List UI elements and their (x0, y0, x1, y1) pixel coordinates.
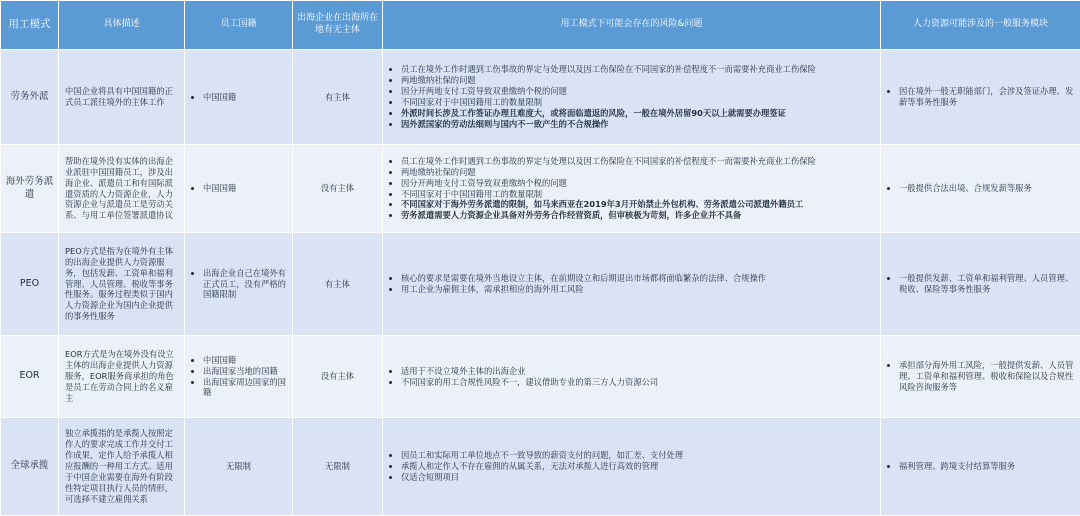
nationality-item: • 中国国籍 (203, 92, 288, 103)
nationality-item: • 中国国籍 (203, 355, 288, 366)
description-cell: EOR方式是为在境外没有设立主体的出海企业提供人力资源服务，EOR服务商承担的角色是员工在劳动合同上的名义雇主 (59, 336, 185, 418)
risk-item: • 适用于不设立境外主体的出海企业 (401, 366, 876, 377)
header-services: 人力资源可能涉及的一般服务模块 (881, 1, 1080, 50)
header-row (1, 1, 1080, 50)
risk-item: • 外派时间长涉及工作签证办理且难度大，或将面临遣返的风险，一般在境外居留90天以上就需要办理签证 (401, 108, 876, 119)
header-description: 具体描述 (59, 1, 185, 50)
risk-item: • 员工在境外工作时遇到工伤事故的界定与处理以及因工伤保险在不同国家的补偿程度不一而需要补充商业工伤保险 (401, 64, 876, 75)
risks-cell (383, 233, 881, 336)
services-cell (881, 336, 1080, 418)
risk-item: • 两地缴纳社保的问题 (401, 75, 876, 86)
risk-item: • 因分开两地支付工资导致双重缴纳个税的问题 (401, 86, 876, 97)
nationality-cell (185, 233, 293, 336)
nationality-item: • 出海国家当地的国籍 (203, 366, 288, 377)
description-cell: 独立承揽指的是承揽人按照定作人的要求完成工作并交付工作成果，定作人给予承揽人相应报酬的一种用工方式。适用于中国企业需要在海外有阶段性特定项目执行人员的情形，可选择不建立雇佣关系 (59, 418, 185, 516)
service-item: • 一般提供合法出境、合规发薪等服务 (899, 183, 1076, 194)
header-entity: 出海企业在出海所在地有无主体 (293, 1, 383, 50)
nationality-item: • 出海国家周边国家的国籍 (203, 377, 288, 399)
table-row (1, 418, 1080, 516)
risk-item: • 员工在境外工作时遇到工伤事故的界定与处理以及因工伤保险在不同国家的补偿程度不一而需要补充商业工伤保险 (401, 156, 876, 167)
services-cell (881, 145, 1080, 233)
service-item: • 福利管理、跨境支付结算等服务 (899, 461, 1076, 472)
risk-item: • 劳务派遣需要人力资源企业具备对外劳务合作经营资质，但审核极为苛刻，许多企业并不具备 (401, 210, 876, 221)
risk-item: • 因分开两地支付工资导致双重缴纳个税的问题 (401, 178, 876, 189)
services-cell (881, 418, 1080, 516)
mode-cell: PEO (1, 233, 59, 336)
nationality-cell (185, 145, 293, 233)
description-cell: 帮助在境外没有实体的出海企业派驻中国国籍员工，涉及出海企业、派遣员工和有国际派遣资质的人力资源企业，人力资源企业与派遣员工是劳动关系、与用工单位签署派遣协议 (59, 145, 185, 233)
risk-item: • 不同国家对于海外劳务派遣的限制，如马来西亚在2019年3月开始禁止外包机构、劳务派遣公司派遣外籍员工 (401, 199, 876, 210)
table-row (1, 145, 1080, 233)
risks-cell (383, 145, 881, 233)
description-cell: 中国企业将具有中国国籍的正式员工派往境外的主体工作 (59, 50, 185, 145)
risk-item: • 核心的要求是需要在境外当地设立主体，在前期设立和后期退出市场都将面临繁杂的法律、合规操作 (401, 273, 876, 284)
header-mode: 用工模式 (1, 1, 59, 50)
mode-cell: 全球承揽 (1, 418, 59, 516)
risk-item: • 因外派国家的劳动法细则与国内不一致产生的不合规操作 (401, 119, 876, 130)
nationality-cell: 无限制 (185, 418, 293, 516)
entity-cell: 无限制 (293, 418, 383, 516)
entity-cell: 有主体 (293, 233, 383, 336)
risk-item: • 不同国家对于中国国籍用工的数量限制 (401, 97, 876, 108)
header-nationality: 员工国籍 (185, 1, 293, 50)
risks-cell (383, 418, 881, 516)
mode-cell: 劳务外派 (1, 50, 59, 145)
risk-item: • 因员工和实际用工单位地点不一致导致的薪资支付的问题，如汇差、支付处理 (401, 450, 876, 461)
services-cell (881, 233, 1080, 336)
risk-item: • 仅适合短期项目 (401, 472, 876, 483)
service-item: • 因在境外一般无职能部门，会涉及签证办理、发薪等事务性服务 (899, 86, 1076, 108)
risk-item: • 两地缴纳社保的问题 (401, 167, 876, 178)
nationality-cell (185, 50, 293, 145)
service-item: • 一般提供发薪、工资单和福利管理、人员管理、税收、保险等事务性服务 (899, 273, 1076, 295)
risks-cell (383, 336, 881, 418)
mode-cell: 海外劳务派遣 (1, 145, 59, 233)
nationality-item: • 出海企业自己在境外有正式员工，没有严格的国籍限制 (203, 268, 288, 301)
nationality-cell (185, 336, 293, 418)
table-row (1, 50, 1080, 145)
header-risks: 用工模式下可能会存在的风险&问题 (383, 1, 881, 50)
risk-item: • 不同国家对于中国国籍用工的数量限制 (401, 189, 876, 200)
entity-cell: 没有主体 (293, 336, 383, 418)
risk-item: • 承揽人和定作人不存在雇佣的从属关系，无法对承揽人进行高效的管理 (401, 461, 876, 472)
services-cell (881, 50, 1080, 145)
risk-item: • 用工企业为雇佣主体，需承担相应的海外用工风险 (401, 284, 876, 295)
risk-item: • 不同国家的用工合规性风险不一，建议借助专业的第三方人力资源公司 (401, 377, 876, 388)
nationality-item: • 中国国籍 (203, 183, 288, 194)
mode-cell: EOR (1, 336, 59, 418)
table-row (1, 336, 1080, 418)
entity-cell: 没有主体 (293, 145, 383, 233)
service-item: • 承担部分海外用工风险，一般提供发薪、人员管理、工资单和福利管理、税收和保险以及合规性风险咨询服务等 (899, 360, 1076, 393)
entity-cell: 有主体 (293, 50, 383, 145)
description-cell: PEO方式是指为在境外有主体的出海企业提供人力资源服务，包括发薪、工资单和福利管理、人员管理、税收等事务性服务。服务过程类似于国内人力资源企业为国内企业提供的事务性服务 (59, 233, 185, 336)
table-row (1, 233, 1080, 336)
risks-cell (383, 50, 881, 145)
